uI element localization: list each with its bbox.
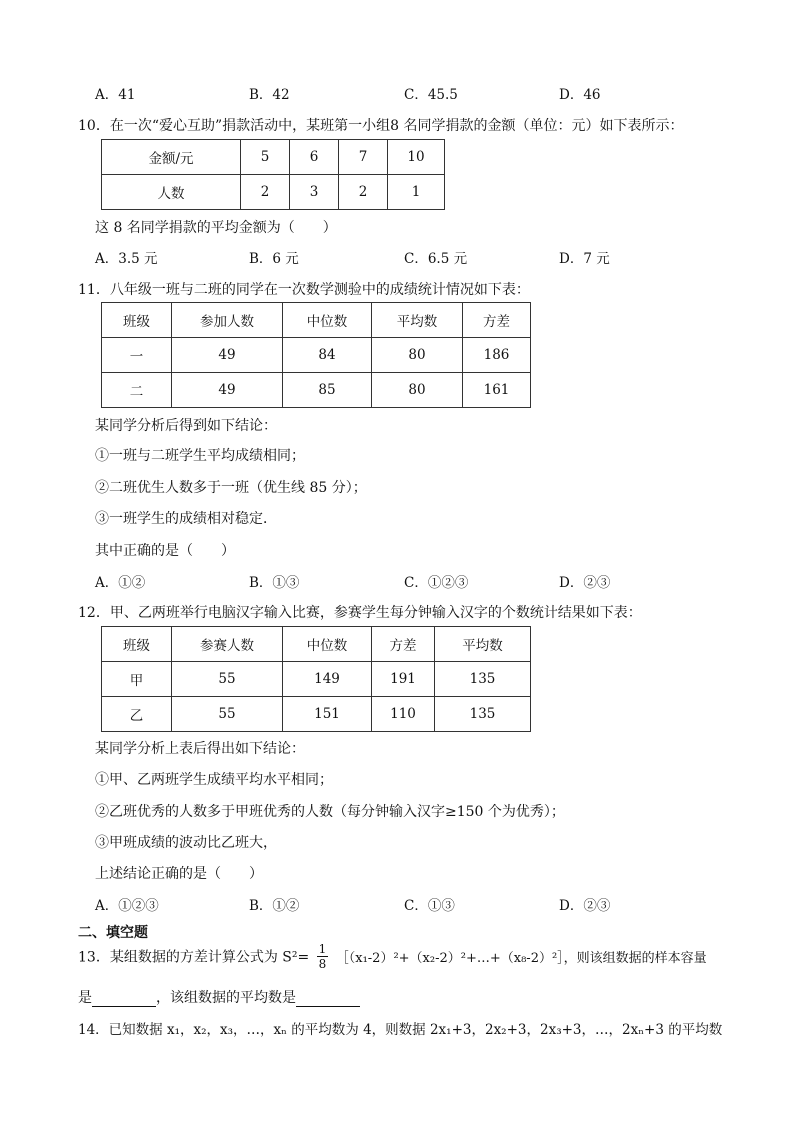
answer-blank[interactable] <box>92 992 156 1007</box>
table-cell: 5 <box>241 140 290 175</box>
table-cell: 6 <box>290 140 339 175</box>
q9-option-c: C．45.5 <box>404 87 458 103</box>
q11-line: ①一班与二班学生平均成绩相同； <box>95 448 305 464</box>
q11-line: 其中正确的是（ ） <box>95 543 235 559</box>
table-cell: 乙 <box>102 697 172 732</box>
table-header: 平均数 <box>435 627 531 662</box>
q12-line: 某同学分析上表后得出如下结论： <box>95 741 305 757</box>
table-cell: 二 <box>102 373 172 408</box>
q12-option-b: B．①② <box>249 898 300 914</box>
table-row <box>102 373 531 408</box>
table-cell: 3 <box>290 175 339 210</box>
q11-stem: 11．八年级一班与二班的同学在一次数学测验中的成绩统计情况如下表： <box>78 282 530 298</box>
table-cell: 55 <box>172 662 283 697</box>
q13-text-a: 是 <box>78 990 92 1006</box>
q13-formula: ［（x₁-2）²+（x₂-2）²+…+（x₈-2）²］，则该组数据的样本容量 <box>335 951 707 966</box>
answer-blank[interactable] <box>296 992 360 1007</box>
q9-option-b: B．42 <box>249 87 290 103</box>
table-row <box>102 303 531 338</box>
fraction-denominator: 8 <box>318 957 327 971</box>
table-header: 方差 <box>372 627 435 662</box>
table-row <box>102 697 531 732</box>
table-row <box>102 338 531 373</box>
q13-line1 <box>78 942 707 971</box>
table-header: 中位数 <box>283 627 372 662</box>
q10-option-b: B．6 元 <box>249 251 299 267</box>
q13-line2 <box>78 987 360 1007</box>
q12-line: ①甲、乙两班学生成绩平均水平相同； <box>95 772 333 788</box>
q9-option-a: A．41 <box>95 87 136 103</box>
table-cell: 135 <box>435 662 531 697</box>
q10-stem: 10．在一次“爱心互助”捐款活动中，某班第一小组8 名同学捐款的金额（单位：元）如下表所示： <box>78 118 684 134</box>
q12-line: 上述结论正确的是（ ） <box>95 866 263 882</box>
table-cell: 一 <box>102 338 172 373</box>
table-cell: 10 <box>388 140 445 175</box>
table-cell: 甲 <box>102 662 172 697</box>
q12-option-a: A．①②③ <box>95 898 159 914</box>
q12-stem: 12．甲、乙两班举行电脑汉字输入比赛，参赛学生每分钟输入汉字的个数统计结果如下表： <box>78 605 642 621</box>
q10-option-a: A．3.5 元 <box>95 251 158 267</box>
table-cell: 191 <box>372 662 435 697</box>
table-row <box>102 662 531 697</box>
q11-option-b: B．①③ <box>249 575 300 591</box>
table-header: 平均数 <box>372 303 463 338</box>
q12-line: ②乙班优秀的人数多于甲班优秀的人数（每分钟输入汉字≥150 个为优秀）； <box>95 804 565 820</box>
q12-option-c: C．①③ <box>404 898 455 914</box>
q11-option-c: C．①②③ <box>404 575 469 591</box>
table-cell: 80 <box>372 338 463 373</box>
table-cell: 135 <box>435 697 531 732</box>
table-cell: 人数 <box>102 175 241 210</box>
fraction-numerator: 1 <box>318 942 327 956</box>
table-cell: 149 <box>283 662 372 697</box>
table-row <box>102 175 445 210</box>
table-cell: 84 <box>283 338 372 373</box>
q13-prefix: 13．某组数据的方差计算公式为 S²= <box>78 949 310 966</box>
q14-text: 14．已知数据 x₁，x₂，x₃，…，xₙ 的平均数为 4，则数据 2x₁+3，2x₂+3，2x₃+3，…，2xₙ+3 的平均数 <box>78 1022 723 1038</box>
q11-line: 某同学分析后得到如下结论： <box>95 418 277 434</box>
q10-option-d: D．7 元 <box>559 251 610 267</box>
table-header: 参加人数 <box>172 303 283 338</box>
table-cell: 55 <box>172 697 283 732</box>
table-header: 班级 <box>102 627 172 662</box>
table-row <box>102 627 531 662</box>
q11-option-a: A．①② <box>95 575 146 591</box>
table-cell: 7 <box>339 140 388 175</box>
table-cell: 151 <box>283 697 372 732</box>
table-cell: 2 <box>241 175 290 210</box>
table-row <box>102 140 445 175</box>
fraction <box>317 942 329 971</box>
table-header: 方差 <box>463 303 531 338</box>
q10-question: 这 8 名同学捐款的平均金额为（ ） <box>95 220 337 236</box>
table-cell: 2 <box>339 175 388 210</box>
q9-option-d: D．46 <box>559 87 601 103</box>
table-cell: 85 <box>283 373 372 408</box>
table-cell: 49 <box>172 338 283 373</box>
table-cell: 80 <box>372 373 463 408</box>
q12-table <box>101 626 531 732</box>
q11-table <box>101 302 531 408</box>
table-cell: 1 <box>388 175 445 210</box>
table-cell: 金额/元 <box>102 140 241 175</box>
q12-line: ③甲班成绩的波动比乙班大， <box>95 835 277 851</box>
q11-option-d: D．②③ <box>559 575 611 591</box>
q11-line: ③一班学生的成绩相对稳定． <box>95 511 277 527</box>
q10-option-c: C．6.5 元 <box>404 251 468 267</box>
table-cell: 110 <box>372 697 435 732</box>
q13-text-b: ，该组数据的平均数是 <box>156 990 296 1006</box>
table-header: 班级 <box>102 303 172 338</box>
q11-line: ②二班优生人数多于一班（优生线 85 分）； <box>95 480 367 496</box>
table-cell: 161 <box>463 373 531 408</box>
table-header: 中位数 <box>283 303 372 338</box>
q10-table <box>101 139 445 210</box>
table-cell: 186 <box>463 338 531 373</box>
table-header: 参赛人数 <box>172 627 283 662</box>
table-cell: 49 <box>172 373 283 408</box>
q12-option-d: D．②③ <box>559 898 611 914</box>
section-title: 二、填空题 <box>78 925 148 941</box>
